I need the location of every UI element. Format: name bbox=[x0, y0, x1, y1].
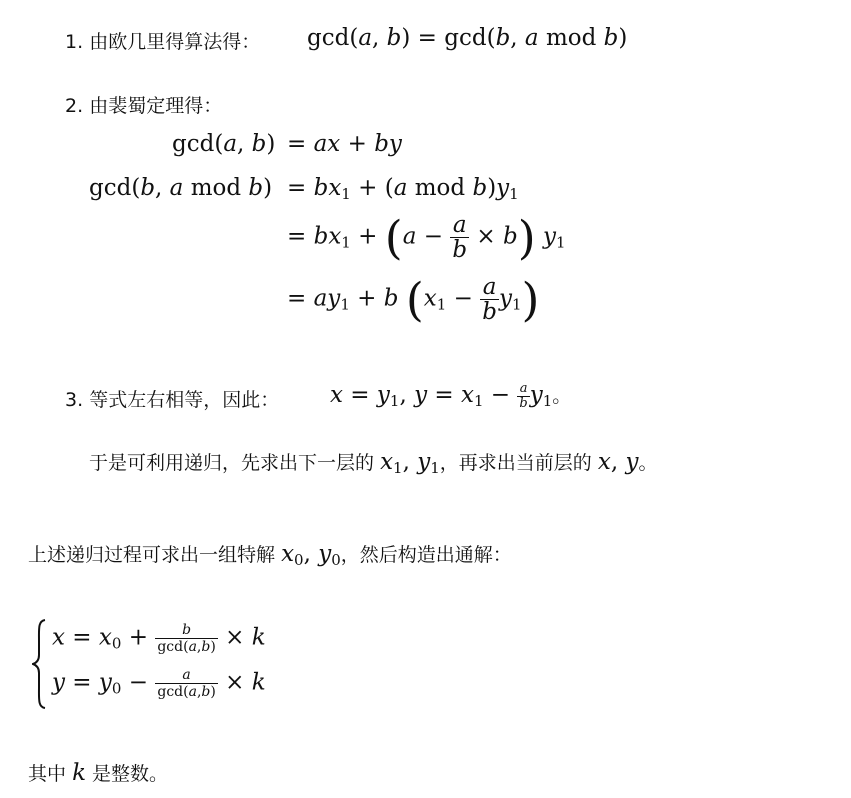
note-part-2: ，再求出当前层的 bbox=[439, 452, 592, 474]
step-3-number: 3. bbox=[65, 389, 84, 411]
step-3 bbox=[65, 385, 279, 412]
para2-part-2: 是整数。 bbox=[92, 763, 169, 785]
general-solution-y: $y = y_0$ − $\frac{a}{\gcd(a,b)}$ × k bbox=[52, 667, 266, 700]
eq-line-1-right: = ax + by bbox=[287, 131, 402, 157]
para1-part-2: ，然后构造出通解： bbox=[340, 544, 512, 566]
para2-part-1: 其中 bbox=[28, 763, 67, 785]
eq-line-2-left: gcd(b, a mod b) bbox=[89, 175, 273, 201]
step-1 bbox=[65, 27, 260, 54]
k-variable: k bbox=[72, 760, 86, 786]
paragraph-k-integer bbox=[28, 759, 168, 786]
eq-line-1-left: gcd(a, b) bbox=[172, 131, 276, 157]
general-solution-x: $x = x_0$ + $\frac{b}{\gcd(a,b)}$ × k bbox=[52, 622, 266, 655]
left-brace-icon bbox=[32, 619, 46, 709]
para1-part-1: 上述递归过程可求出一组特解 bbox=[28, 544, 276, 566]
step-1-number: 1. bbox=[65, 31, 84, 53]
step-2-text: 由裴蜀定理得： bbox=[89, 95, 223, 117]
note-part-1: 于是可利用递归，先求出下一层的 bbox=[89, 452, 375, 474]
step-3-note: 于是可利用递归，先求出下一层的 $x_1$, $y_1$，再求出当前层的 x, y。 bbox=[89, 449, 658, 477]
note-part-3: 。 bbox=[638, 452, 658, 474]
step-2 bbox=[65, 91, 222, 118]
step-2-number: 2. bbox=[65, 95, 84, 117]
paragraph-particular-solution: 上述递归过程可求出一组特解 $x_0$, $y_0$，然后构造出通解： bbox=[28, 541, 512, 569]
fraction-a-over-b-2: $\frac{a}{b}$ bbox=[482, 274, 497, 325]
eq-line-2-right: = $bx_1 + (a$ mod $b)y_1$ bbox=[287, 175, 519, 203]
fraction-a-over-b: $\frac{a}{b}$ bbox=[452, 212, 468, 263]
eq-line-4: = $ay_1 + b$ ($x_1$ − $\frac{a}{b}$ $y_1$) bbox=[287, 272, 540, 327]
step-1-formula: gcd(a, b) = gcd(b, a mod b) bbox=[307, 25, 628, 51]
step-1-text: 由欧几里得算法得： bbox=[89, 31, 261, 53]
step-3-formula: $x = y_1$, $y = x_1$ − $\frac{a}{b}$ $y_1$。 bbox=[330, 380, 572, 411]
eq-line-3: = $bx_1 + (a$ − $\frac{a}{b}$ × b) $y_1$ bbox=[287, 210, 566, 265]
step-3-text: 等式左右相等，因此： bbox=[89, 389, 280, 411]
